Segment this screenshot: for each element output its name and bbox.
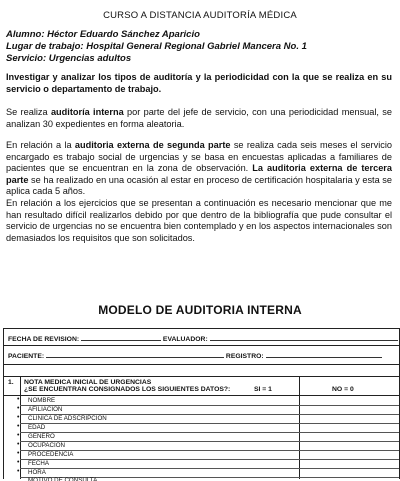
objective-paragraph: Investigar y analizar los tipos de auditoría y la periodicidad con la que se realiza en su servicio o departamento de trabajo.	[6, 72, 392, 94]
p1-text-a: Se realiza	[6, 107, 51, 117]
evaluador-label: EVALUADOR:	[162, 336, 208, 343]
list-item: • MOTIVO DE CONSULTA	[28, 477, 97, 481]
p2-emphasis-third: La auditoria externa de tercera parte	[6, 163, 392, 185]
column-divider	[299, 376, 300, 479]
section-title: MODELO DE AUDITORIA INTERNA	[98, 303, 302, 317]
divider	[4, 364, 399, 365]
audit-form	[3, 328, 400, 479]
p2-emphasis-second: auditoria externa de segunda parte	[74, 140, 231, 150]
document-title: CURSO A DISTANCIA AUDITORÍA MÉDICA	[103, 10, 297, 21]
divider	[20, 459, 399, 460]
internal-audit-paragraph	[6, 107, 392, 130]
list-item: • AFILIACION	[28, 406, 62, 413]
divider	[4, 395, 399, 396]
paciente-field[interactable]	[46, 351, 224, 358]
divider	[20, 468, 399, 469]
service: Servicio: Urgencias adultos	[6, 53, 132, 64]
divider	[4, 376, 399, 377]
question-line-1: NOTA MEDICA INICIAL DE URGENCIAS	[24, 379, 152, 386]
list-item: • FECHA	[28, 460, 49, 467]
divider	[20, 450, 399, 451]
registro-label: REGISTRO:	[225, 353, 264, 360]
list-item: • NOMBRE	[28, 397, 55, 404]
p1-text-c: por parte del jefe de servicio, con una periodicidad mensual, se analizan 30 expedientes en forma aleatoria.	[6, 107, 392, 129]
form-row-fecha	[8, 334, 400, 343]
list-item: • HORA	[28, 469, 46, 476]
workplace: Lugar de trabajo: Hospital General Regional Gabriel Mancera No. 1	[6, 41, 307, 52]
list-item: • PROCEDENCIA	[28, 451, 73, 458]
registro-field[interactable]	[266, 351, 382, 358]
exercises-paragraph: En relación a los ejercicios que se presentan a continuación es necesario mencionar que me han resultado difícil realizarlos debido por que dentro de la bibliografía que pude consultar el servicio de urgencias no se encuentra bien contemplado y en los aspectos internacionales son demasiados los requisitos que son solicitados.	[6, 198, 392, 243]
list-item: • GENERO	[28, 433, 55, 440]
list-item: • OCUPACION	[28, 442, 65, 449]
evaluador-field[interactable]	[210, 334, 398, 341]
divider	[4, 345, 399, 346]
fecha-field[interactable]	[81, 334, 161, 341]
col-no-label: NO = 0	[332, 386, 354, 393]
p2-text-e: se ha realizado en una ocasión al estar en proceso de certificación hospitalaria y esta se aplica cada 5 años.	[6, 174, 392, 197]
list-item: • CLINICA DE ADSCRIPCION	[28, 415, 107, 422]
column-divider	[20, 376, 21, 479]
list-item: • EDAD	[28, 424, 45, 431]
external-audit-paragraph	[6, 140, 392, 198]
form-row-paciente	[8, 351, 400, 360]
p1-emphasis: auditoría interna	[50, 107, 124, 117]
p2-text-a: En relación a la	[6, 140, 75, 150]
divider	[20, 441, 399, 442]
divider	[20, 432, 399, 433]
divider	[20, 405, 399, 406]
p2-text-c: se realiza cada seis meses el servicio encargado es trabajo social de urgencias y se basa en encuestas aplicadas a familiares de pacientes que se encuentran en la zona de observación.	[6, 140, 392, 174]
row-number: 1.	[8, 379, 14, 386]
paciente-label: PACIENTE:	[8, 353, 45, 360]
question-line-2: ¿SE ENCUENTRAN CONSIGNADOS LOS SIGUIENTES DATOS?:	[24, 386, 231, 393]
fecha-label: FECHA DE REVISION:	[8, 336, 80, 343]
student-name: Alumno: Héctor Eduardo Sánchez Aparicio	[6, 29, 200, 40]
divider	[20, 423, 399, 424]
col-si-label: SI = 1	[254, 386, 272, 393]
